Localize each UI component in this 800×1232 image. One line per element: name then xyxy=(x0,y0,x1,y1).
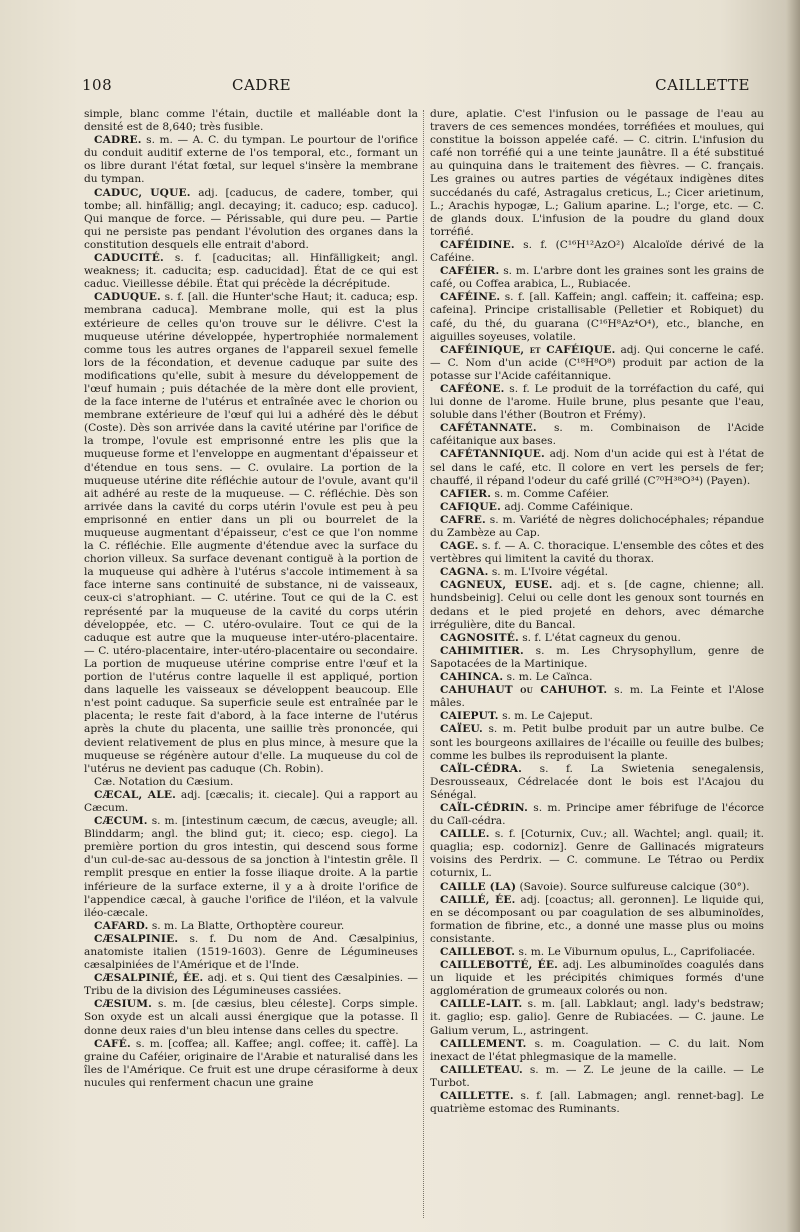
entry-definition: s. m. [de cæsius, bleu céleste]. Corps simple. Son oxyde est un alcali aussi énergique que la potasse. Il donne deux raies d'un bleu intense dans celles du spectre. xyxy=(84,998,418,1037)
entry-definition: s. m. Petit bulbe produit par un autre bulbe. Ce sont les bourgeons axillaires de l'écaille ou feuille des bulbes; comme les bulbes ils reproduisent la plante. xyxy=(430,723,764,762)
right-column xyxy=(430,108,764,1218)
entry-definition: simple, blanc comme l'étain, ductile et malléable dont la densité est de 8,640; très fusible. xyxy=(84,108,418,134)
entry-headword: CAGE. xyxy=(440,540,479,553)
entry-headword: CAFÉ. xyxy=(94,1037,131,1050)
dictionary-entry xyxy=(430,881,764,894)
entry-definition: s. m. [coffea; all. Kaffee; angl. coffee; it. caffè]. La graine du Caféier, originaire de l'Arabie et naturalisé dans les îles de l'Amérique. Ce fruit est une drupe cérasiforme à deux nucules qui renferment chacun une graine xyxy=(84,1037,418,1089)
entry-headword: CAHINCA. xyxy=(440,671,504,684)
entry-headword: CADUCITÉ. xyxy=(94,252,164,265)
entry-definition: s. m. Combinaison de l'Acide caféitanique aux bases. xyxy=(430,422,764,448)
entry-headword: CAILLE (LA) xyxy=(440,880,517,893)
dictionary-entry xyxy=(84,998,418,1037)
entry-headword: CADUQUE. xyxy=(94,291,161,304)
dictionary-entry xyxy=(430,108,764,239)
entry-headword: CÆCUM. xyxy=(94,815,148,828)
entry-definition: adj. Comme Caféinique. xyxy=(500,500,634,513)
entry-headword: CÆCAL, ALE. xyxy=(94,788,177,801)
dictionary-entry xyxy=(430,422,764,448)
entry-definition: s. f. [all. die Hunter'sche Haut; it. caduca; esp. membrana caduca]. Membrane molle, qui est la plus extérieure de celles qu'on trouve sur le délivre. C'est la muqueuse utérine développée, hypertrophiée normalement comme tous les autres organes de l'appareil sexuel femelle lors de la fécondation, et devenue caduque par suite des modifications qu'elle, subit à mesure du développement de l'œuf humain ; puis détachée de la mère dont elle provient, de la face interne de l'utérus et entraînée avec le chorion ou membrane extérieure de l'œuf qui lui a adhéré dès le début (Coste). Dès son arrivée dans la cavité utérine par l'orifice de la trompe, l'ovule est emprisonné entre les plis que la muqueuse forme et l'enveloppe en augmentant d'épaisseur et d'étendue en tous sens. — C. ovulaire. La portion de la muqueuse utérine dite réfléchie autour de l'ovule, avant qu'il ait adhéré au reste de la muqueuse. — C. réfléchie. Dès son arrivée dans la cavité du corps utérin l'ovule est peu à peu emprisonné en entier dans un pli ou bourrelet de la muqueuse augmentant d'épaisseur, c'est ce que l'on nomme la C. réfléchie. Elle augmente d'étendue avec la surface du chorion villeux. Sa surface devenant contiguë à la portion de la muqueuse qui adhère à l'utérus s'accole intimement à sa face interne sans continuité de substance, ni de vaisseaux, ceux-ci s'atrophiant. — C. utérine. Tout ce qui de la C. est représenté par la muqueuse de la cavité du corps utérin développée, etc. — C. utéro-ovulaire. Tout ce qui de la caduque est autre que la muqueuse inter-utéro-placentaire. — C. utéro-placentaire, inter-utéro-placentaire ou secondaire. La portion de muqueuse utérine comprise entre l'œuf et la portion de l'utérus contre laquelle il est appliqué, portion dans laquelle les vaisseaux se développent beaucoup. Elle n'est point caduque. Sa superficie seule est entraînée par le placenta; le reste fait d'abord, à la face interne de l'utérus après la chute du placenta, une saillie très prononcée, qui devient relativement de plus en plus mince, à mesure que la muqueuse se régénère autour d'elle. La muqueuse du col de l'utérus ne devient pas caduque (Ch. Robin). xyxy=(84,291,418,775)
entry-definition: adj. et s. Qui tient des Cæsalpinies. — Tribu de la division des Légumineuses cassiées. xyxy=(84,972,418,998)
entry-definition: Cæ. Notation du Cæsium. xyxy=(94,775,234,788)
entry-headword: CAÏEU. xyxy=(440,723,483,736)
entry-headword: CAFARD. xyxy=(94,919,149,932)
entry-definition: (Savoie). Source sulfureuse calcique (30°). xyxy=(516,880,750,893)
entry-definition: s. m. La Feinte et l'Alose mâles. xyxy=(430,684,764,710)
entry-definition: s. m. — A. C. du tympan. Le pourtour de l'orifice du conduit auditif externe de l'os temporal, etc., formant un os libre durant l'état fœtal, sur lequel s'insère la membrane du tympan. xyxy=(84,134,418,186)
dictionary-entry xyxy=(430,501,764,514)
entry-definition: adj. Nom d'un acide qui est à l'état de sel dans le café, etc. Il colore en vert les persels de fer; chauffé, il répand l'odeur du café grillé (C⁷⁰H³⁸O³⁴) (Payen). xyxy=(430,448,764,487)
entry-headword: CAÏL-CÉDRIN. xyxy=(440,801,528,814)
dictionary-entry xyxy=(430,684,764,710)
entry-definition: adj. [cæcalis; it. ciecale]. Qui a rapport au Cæcum. xyxy=(84,788,418,814)
entry-headword: CAFÉINIQUE, et CAFÉIQUE. xyxy=(440,343,616,356)
entry-headword: CÆSIUM. xyxy=(94,998,153,1011)
entry-headword: CAILLÉ, ÉE. xyxy=(440,893,516,906)
entry-definition: s. m. Le Viburnum opulus, L., Caprifoliacée. xyxy=(515,946,756,958)
entry-definition: adj. Qui concerne le café. — C. Nom d'un acide (C¹⁸H⁸O⁸) produit par action de la potasse sur l'Acide caféitannique. xyxy=(430,343,764,382)
entry-definition: s. m. Comme Caféier. xyxy=(491,487,610,500)
entry-definition: s. f. [all. Labmagen; angl. rennet-bag]. Le quatrième estomac des Ruminants. xyxy=(430,1090,764,1116)
dictionary-entry xyxy=(430,265,764,291)
dictionary-entry xyxy=(430,828,764,880)
dictionary-entry xyxy=(84,933,418,972)
running-header xyxy=(82,76,772,100)
entry-definition: s. m. [intestinum cæcum, de cæcus, aveugle; all. Blinddarm; angl. the blind gut; it. cieco; esp. ciego]. La première portion du gros intestin, qui descend sous forme d'un cul-de-sac au-dessous de sa jonction à l'intestin grêle. Il remplit presque en entier la fosse iliaque droite. A la partie inférieure de la surface externe, il y a à droite l'orifice de l'appendice cæcal, à gauche l'orifice de l'iléon, et la valvule iléo-cæcale. xyxy=(84,815,418,919)
entry-definition: s. m. Le Caïnca. xyxy=(503,671,593,684)
dictionary-entry xyxy=(430,894,764,946)
entry-definition: s. f. [Coturnix, Cuv.; all. Wachtel; angl. quail; it. quaglia; esp. codorniz]. Genre de Gallinacés migrateurs voisins des Perdrix. — C. commune. Le Tétrao ou Perdix coturnix, L. xyxy=(430,828,764,880)
dictionary-entry xyxy=(84,1038,418,1090)
entry-definition: s. m. [all. Labklaut; angl. lady's bedstraw; it. gaglio; esp. galio]. Genre de Rubiacées. — C. jaune. Le Galium verum, L., astringent. xyxy=(430,998,764,1037)
dictionary-entry xyxy=(430,671,764,684)
entry-headword: CAILLE. xyxy=(440,828,490,841)
entry-definition: adj. [coactus; all. geronnen]. Le liquide qui, en se décomposant ou par coagulation de ses albuminoïdes, formation de fibrine, etc., a donné une masse plus ou moins consistante. xyxy=(430,893,764,945)
dictionary-entry xyxy=(430,383,764,422)
entry-headword: CÆSALPINIÉ, ÉE. xyxy=(94,972,204,985)
entry-headword: CAFÉIDINE. xyxy=(440,238,515,251)
entry-headword: CAILLEBOT. xyxy=(440,946,516,958)
dictionary-entry xyxy=(430,514,764,540)
dictionary-entry xyxy=(430,239,764,265)
entry-definition: adj. Les albuminoïdes coagulés dans un liquide et les précipités chimiques formés d'une agglomération de grumeaux colorés ou non. xyxy=(430,959,764,998)
entry-headword: CADUC, UQUE. xyxy=(94,186,191,199)
entry-definition: s. f. [all. Kaffein; angl. caffein; it. caffeina; esp. cafeina]. Principe cristallisable (Pelletier et Robiquet) du café, du thé, du guarana (C¹⁶H⁸Az⁴O⁴), etc., blanche, en aiguilles soyeuses, volatile. xyxy=(430,291,764,343)
dictionary-entry xyxy=(84,776,418,789)
dictionary-entry xyxy=(430,645,764,671)
dictionary-entry xyxy=(430,959,764,998)
entry-headword: CAFÉINE. xyxy=(440,291,501,304)
dictionary-entry xyxy=(430,1064,764,1090)
entry-headword: CAGNA. xyxy=(440,566,489,579)
entry-headword: CADRE. xyxy=(94,134,142,147)
column-divider xyxy=(423,110,424,1218)
entry-headword: CAGNEUX, EUSE. xyxy=(440,579,553,592)
dictionary-entry xyxy=(430,802,764,828)
entry-definition: s. m. Coagulation. — C. du lait. Nom inexact de l'état phlegmasique de la mamelle. xyxy=(430,1037,764,1063)
dictionary-entry xyxy=(84,972,418,998)
dictionary-entry xyxy=(430,579,764,631)
entry-definition: s. f. (C¹⁶H¹²AzO²) Alcaloïde dérivé de la Caféine. xyxy=(430,238,764,265)
entry-definition: s. m. L'Ivoire végétal. xyxy=(488,566,609,579)
entry-definition: s. m. Variété de nègres dolichocéphales; répandue du Zambèze au Cap. xyxy=(430,513,764,539)
entry-definition: s. f. — A. C. thoracique. L'ensemble des côtes et des vertèbres qui limitent la cavité du thorax. xyxy=(430,540,764,566)
dictionary-entry xyxy=(84,108,418,134)
entry-headword: CAFIQUE. xyxy=(440,500,501,513)
right-running-head: CAILLETTE xyxy=(655,76,750,94)
dictionary-entry xyxy=(430,566,764,579)
entry-headword: CAHUHAUT ou CAHUHOT. xyxy=(440,684,608,697)
entry-definition: adj. et s. [de cagne, chienne; all. hundsbeinig]. Celui ou celle dont les genoux sont tournés en dedans et le pied projeté en dehors, avec démarche irrégulière, dite du Bancal. xyxy=(430,579,764,631)
dictionary-entry xyxy=(430,344,764,383)
dictionary-entry xyxy=(430,540,764,566)
entry-headword: CAFIER. xyxy=(440,487,492,500)
entry-headword: CAGNOSITÉ. xyxy=(440,631,519,644)
entry-headword: CAILLE-LAIT. xyxy=(440,998,523,1011)
page-edge-shadow xyxy=(786,0,800,1232)
entry-definition: s. m. — Z. Le jeune de la caille. — Le Turbot. xyxy=(430,1063,764,1089)
entry-definition: s. m. Principe amer fébrifuge de l'écorce du Caïl-cédra. xyxy=(430,801,764,828)
dictionary-entry xyxy=(430,723,764,762)
entry-headword: CAILLEBOTTÉ, ÉE. xyxy=(440,959,559,972)
dictionary-entry xyxy=(430,488,764,501)
dictionary-entry xyxy=(84,252,418,291)
entry-headword: CAFÉTANNIQUE. xyxy=(440,448,545,461)
dictionary-entry xyxy=(430,763,764,802)
entry-definition: s. m. La Blatte, Orthoptère coureur. xyxy=(148,919,345,932)
left-column xyxy=(84,108,418,1218)
entry-headword: CAIEPUT. xyxy=(440,710,499,723)
entry-headword: CAILLETEAU. xyxy=(440,1063,523,1076)
entry-headword: CAHIMITIER. xyxy=(440,644,524,657)
entry-definition: s. f. Le produit de la torréfaction du café, qui lui donne de l'arome. Huile brune, plus pesante que l'eau, soluble dans l'éther (Boutron et Frémy). xyxy=(430,382,764,422)
dictionary-entry xyxy=(430,291,764,343)
dictionary-entry xyxy=(430,1090,764,1116)
entry-headword: CAFÉONE. xyxy=(440,382,505,395)
entry-headword: CAFÉIER. xyxy=(440,265,500,278)
dictionary-entry xyxy=(84,815,418,920)
left-running-head: CADRE xyxy=(232,76,292,94)
dictionary-entry xyxy=(430,1038,764,1064)
entry-definition: s. m. Les Chrysophyllum, genre de Sapotacées de la Martinique. xyxy=(430,644,764,670)
entry-headword: CAÏL-CÉDRA. xyxy=(440,762,523,775)
entry-definition: s. m. L'arbre dont les graines sont les grains de café, ou Coffea arabica, L., Rubiacée. xyxy=(430,265,764,291)
dictionary-entry xyxy=(430,632,764,645)
entry-headword: CAILLEMENT. xyxy=(440,1037,527,1050)
entry-definition: s. m. Le Cajeput. xyxy=(498,710,593,723)
entry-headword: CAILLETTE. xyxy=(440,1090,514,1103)
entry-definition: dure, aplatie. C'est l'infusion ou le passage de l'eau au travers de ces semences mondées, torréfiées et moulues, qui constitue la boisson appelée café. — C. citrin. L'infusion du café non torréfié qui a une teinte jaunâtre. Il a été substitué au quinquina dans le traitement des fièvres. — C. français. Les graines ou autres parties de végétaux indigènes dites succédanés du café, Astragalus creticus, L.; Cicer arietinum, L.; Arachis hypogæ, L.; Galium aparine. L.; l'orge, etc. — C. de glands doux. L'infusion de la poudre du gland doux torréfié. xyxy=(430,108,764,238)
entry-headword: CÆSALPINIE. xyxy=(94,932,179,945)
dictionary-entry xyxy=(84,789,418,815)
entry-definition: s. f. Du nom de And. Cæsalpinius, anatomiste italien (1519-1603). Genre de Légumineuses cæsalpiniées de l'Amérique et de l'Inde. xyxy=(84,932,418,972)
dictionary-entry xyxy=(84,920,418,933)
entry-definition: s. f. [caducitas; all. Hinfälligkeit; angl. weakness; it. caducita; esp. caducidad]. État de ce qui est caduc. Vieillesse débile. État qui précède la décrépitude. xyxy=(84,252,418,291)
dictionary-entry xyxy=(430,448,764,487)
entry-headword: CAFRE. xyxy=(440,513,486,526)
entry-definition: s. f. La Swietenia senegalensis, Desrousseaux, Cédrelacée dont le bois est l'Acajou du Sénégal. xyxy=(430,762,764,801)
entry-definition: adj. [caducus, de cadere, tomber, qui tombe; all. hinfällig; angl. decaying; it. caduco; esp. caduco]. Qui manque de force. — Périssable, qui dure peu. — Partie qui ne persiste pas pendant l'évolution des organes dans la constitution desquels elle entrait d'abord. xyxy=(84,186,418,251)
dictionary-entry xyxy=(84,134,418,186)
dictionary-entry xyxy=(430,946,764,959)
entry-headword: CAFÉTANNATE. xyxy=(440,422,537,435)
entry-definition: s. f. L'état cagneux du genou. xyxy=(518,631,681,644)
page-number: 108 xyxy=(82,76,113,94)
dictionary-entry xyxy=(84,291,418,775)
dictionary-entry xyxy=(84,187,418,252)
dictionary-entry xyxy=(430,998,764,1037)
dictionary-entry xyxy=(430,710,764,723)
